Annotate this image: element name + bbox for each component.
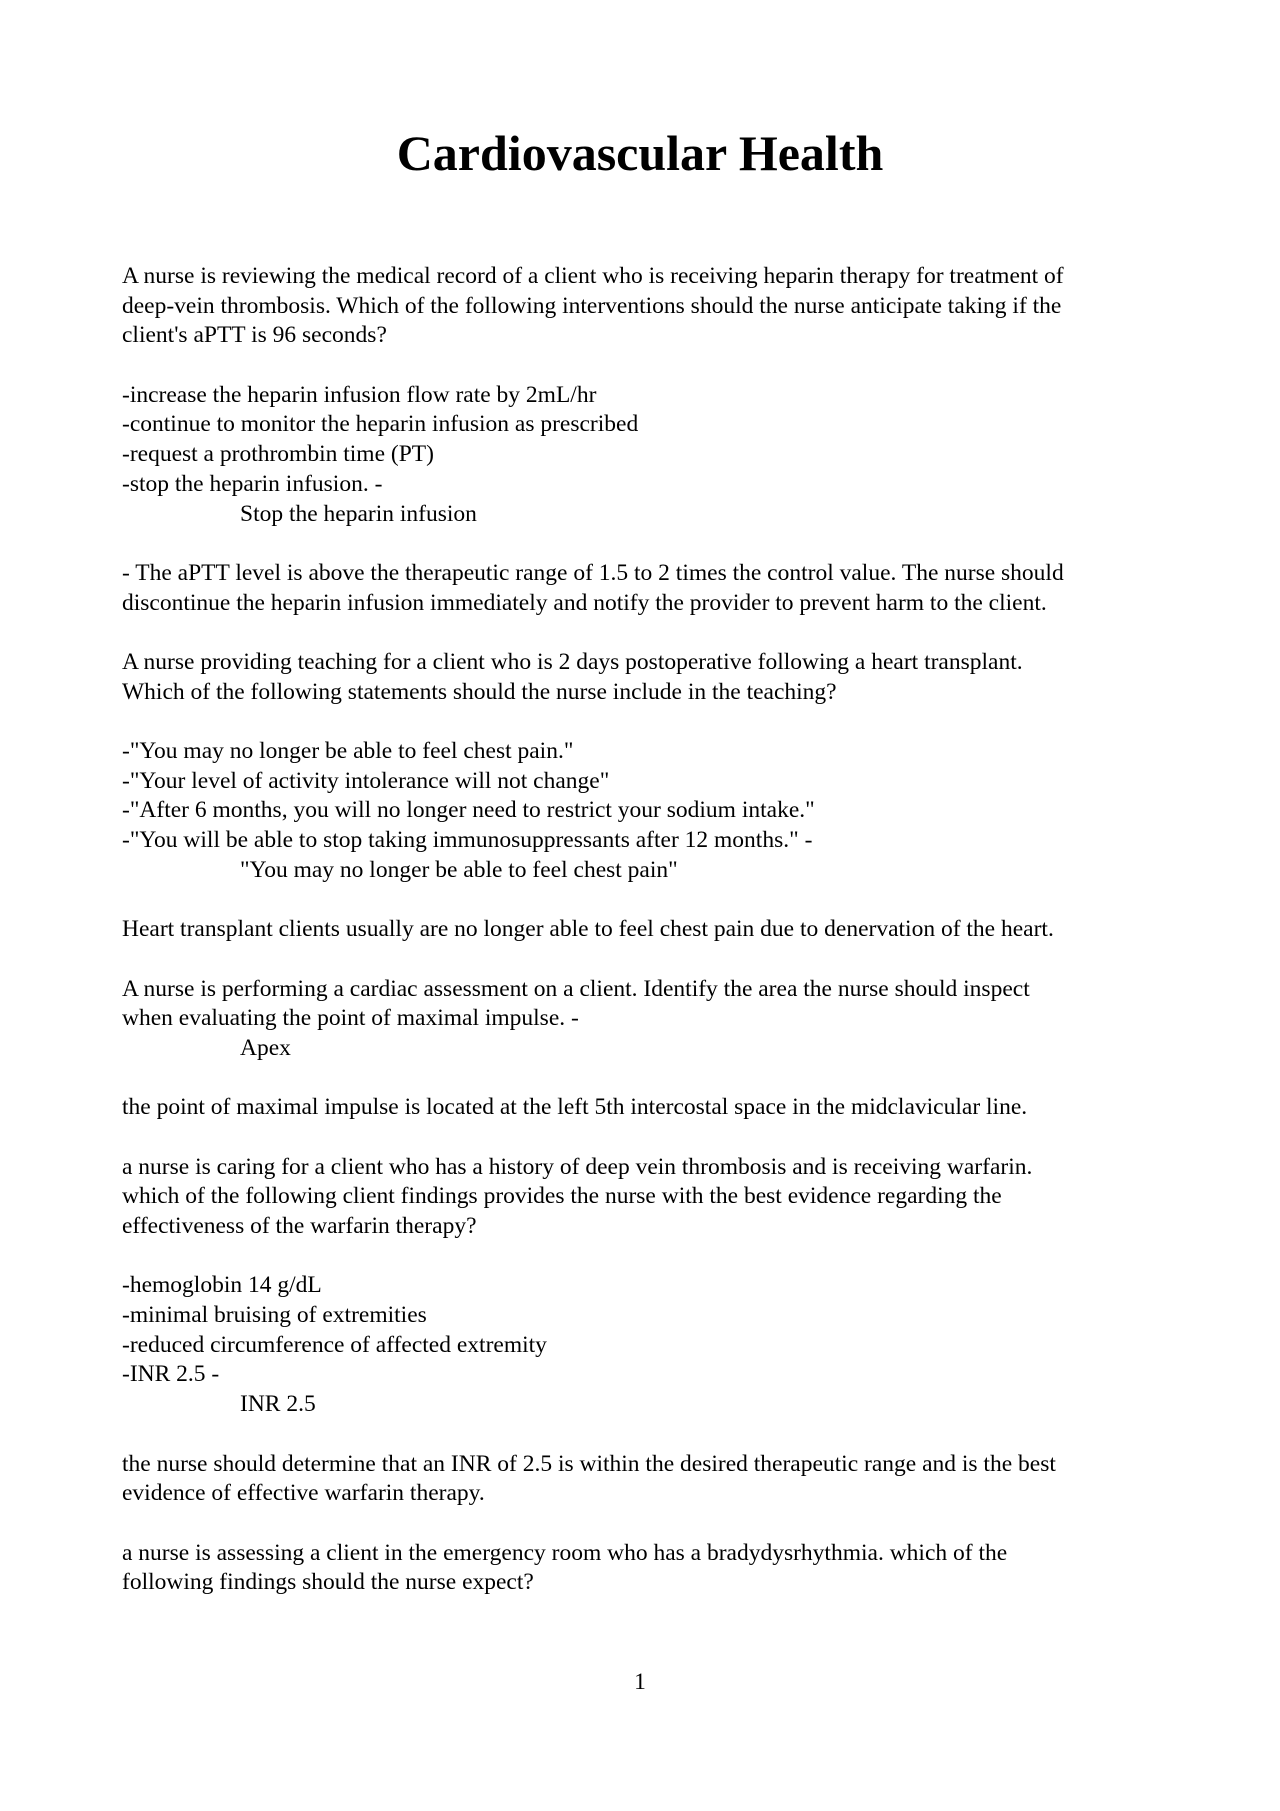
answer-option: -request a prothrombin time (PT) — [122, 441, 434, 468]
spacer — [122, 529, 1172, 559]
question-block-1 — [122, 262, 1172, 618]
spacer — [122, 945, 1172, 975]
rationale-text: evidence of effective warfarin therapy. — [122, 1480, 485, 1507]
document-body — [122, 262, 1172, 1598]
page-title: Cardiovascular Health — [396, 125, 884, 181]
spacer — [122, 351, 1172, 381]
answer-option: -"Your level of activity intolerance will not change" — [122, 767, 610, 794]
question-text: following findings should the nurse expect? — [122, 1569, 534, 1596]
rationale-text: Heart transplant clients usually are no longer able to feel chest pain due to denervation of the heart. — [122, 916, 1054, 943]
spacer — [122, 885, 1172, 915]
question-text: deep-vein thrombosis. Which of the following interventions should the nurse anticipate taking if the — [122, 292, 1062, 319]
answer-option: -minimal bruising of extremities — [122, 1302, 427, 1329]
answer-option: -reduced circumference of affected extremity — [122, 1331, 547, 1358]
spacer — [122, 1509, 1172, 1539]
rationale-text: the point of maximal impulse is located at the left 5th intercostal space in the midclavicular line. — [122, 1094, 1028, 1121]
question-text: a nurse is caring for a client who has a history of deep vein thrombosis and is receiving warfarin. — [122, 1153, 1033, 1180]
rationale-text: - The aPTT level is above the therapeutic range of 1.5 to 2 times the control value. The nurse should — [122, 559, 1064, 586]
page-number: 1 — [634, 1669, 646, 1695]
correct-answer: INR 2.5 — [240, 1391, 316, 1418]
question-text: a nurse is assessing a client in the emergency room who has a bradydysrhythmia. which of the — [122, 1539, 1008, 1566]
answer-option: -"You will be able to stop taking immunosuppressants after 12 months." - — [122, 827, 813, 854]
spacer — [122, 1123, 1172, 1153]
question-block-5 — [122, 1539, 1172, 1598]
correct-answer: Apex — [240, 1034, 291, 1061]
spacer — [122, 707, 1172, 737]
rationale-text: the nurse should determine that an INR of 2.5 is within the desired therapeutic range and is the best — [122, 1450, 1056, 1477]
question-text: A nurse providing teaching for a client who is 2 days postoperative following a heart transplant. — [122, 648, 1023, 675]
answer-option: -"You may no longer be able to feel chest pain." — [122, 738, 574, 764]
answer-option: -increase the heparin infusion flow rate by 2mL/hr — [122, 381, 597, 408]
question-text: A nurse is reviewing the medical record of a client who is receiving heparin therapy for treatment of — [122, 263, 1064, 289]
answer-option: -"After 6 months, you will no longer need to restrict your sodium intake." — [122, 797, 815, 824]
question-text: effectiveness of the warfarin therapy? — [122, 1213, 477, 1239]
rationale-text: discontinue the heparin infusion immediately and notify the provider to prevent harm to the client. — [122, 589, 1047, 616]
spacer — [122, 1064, 1172, 1094]
question-text: A nurse is performing a cardiac assessment on a client. Identify the area the nurse should inspect — [122, 975, 1030, 1002]
spacer — [122, 618, 1172, 648]
question-block-3 — [122, 975, 1172, 1123]
answer-option: -continue to monitor the heparin infusion as prescribed — [122, 411, 639, 438]
answer-option: -hemoglobin 14 g/dL — [122, 1272, 322, 1299]
spacer — [122, 1420, 1172, 1450]
spacer — [122, 1242, 1172, 1272]
correct-answer: "You may no longer be able to feel chest pain" — [240, 856, 678, 883]
answer-option: -INR 2.5 - — [122, 1361, 220, 1388]
question-text: which of the following client findings provides the nurse with the best evidence regarding the — [122, 1183, 1002, 1210]
question-text: when evaluating the point of maximal impulse. - — [122, 1005, 579, 1032]
answer-option: -stop the heparin infusion. - — [122, 470, 383, 497]
question-text: Which of the following statements should the nurse include in the teaching? — [122, 678, 837, 705]
question-block-2 — [122, 648, 1172, 945]
question-text: client's aPTT is 96 seconds? — [122, 322, 387, 349]
question-block-4 — [122, 1153, 1172, 1509]
correct-answer: Stop the heparin infusion — [240, 500, 477, 527]
